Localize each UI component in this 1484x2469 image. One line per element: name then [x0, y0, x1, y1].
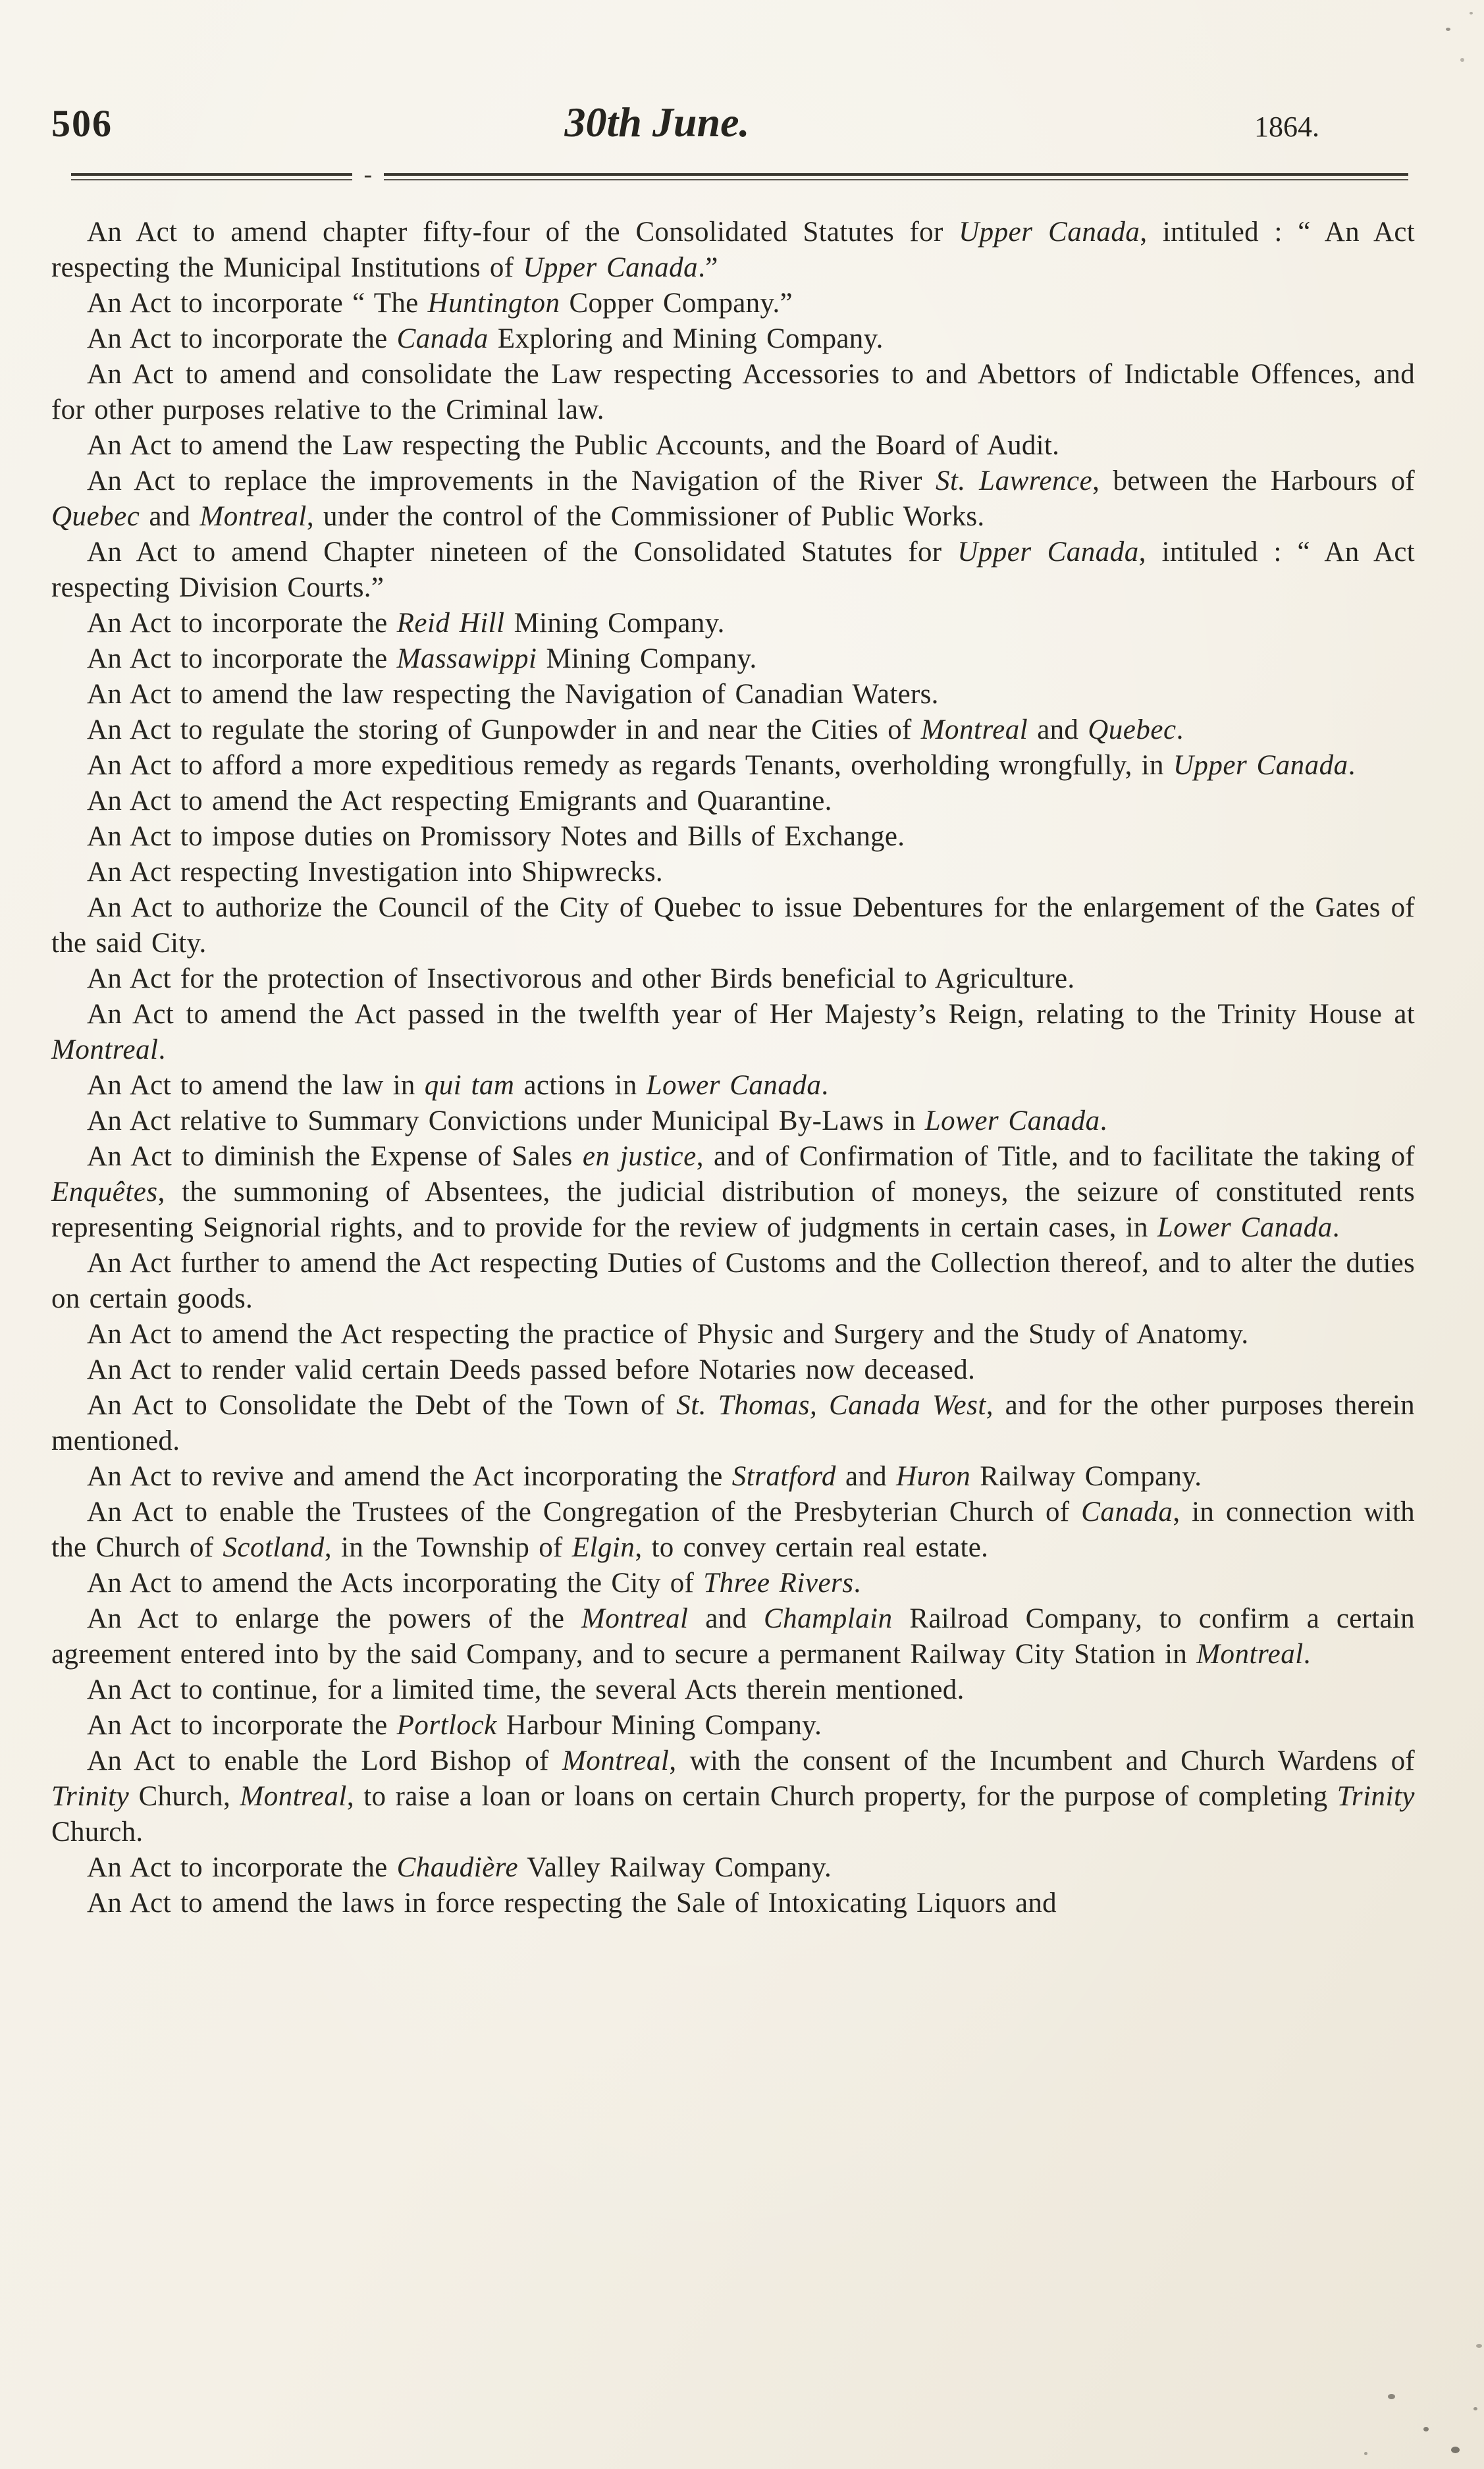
act-entry: An Act to amend the Act respecting Emigrants and Quarantine. [87, 785, 832, 816]
act-entry: An Act to diminish the Expense of Sales en justice, and of Confirmation of Title, and to facilitate the taking of Enquêtes, the summoning of Absentees, the judicial distribution of moneys, the seizure of constituted rents representing Seignorial rights, and to provide for the review of judgments in certain cases, in Lower Canada. [51, 1141, 1415, 1243]
act-entry: An Act to amend the law in qui tam actions in Lower Canada. [87, 1070, 829, 1101]
act-entry: An Act to amend the law respecting the Navigation of Canadian Waters. [87, 679, 939, 710]
rule-segment-right [384, 173, 1408, 180]
act-entry: An Act to amend the Acts incorporating the City of Three Rivers. [87, 1568, 861, 1599]
act-entry: An Act to Consolidate the Debt of the Town of St. Thomas, Canada West, and for the other purposes therein mentioned. [51, 1390, 1415, 1456]
act-entry: An Act to continue, for a limited time, the several Acts therein mentioned. [87, 1674, 965, 1705]
act-entry: An Act respecting Investigation into Shipwrecks. [87, 857, 663, 888]
act-entry: An Act to enable the Trustees of the Congregation of the Presbyterian Church of Canada, in connection with the Church of Scotland, in the Township of Elgin, to convey certain real estate. [51, 1497, 1415, 1563]
act-entry: An Act to amend Chapter nineteen of the Consolidated Statutes for Upper Canada, intituled : “ An Act respecting Division Courts.” [51, 537, 1415, 603]
running-header [51, 99, 1415, 151]
act-entry: An Act to enlarge the powers of the Montreal and Champlain Railroad Company, to confirm a certain agreement entered into by the said Company, and to secure a permanent Railway City Station in Montreal. [51, 1603, 1415, 1670]
rule-segment-left [71, 173, 352, 180]
double-rule [71, 160, 1408, 188]
act-entry: An Act to amend the Act passed in the twelfth year of Her Majesty’s Reign, relating to the Trinity House at Montreal. [51, 999, 1415, 1065]
scan-speck [1470, 12, 1473, 14]
act-entry: An Act to amend chapter fifty-four of the Consolidated Statutes for Upper Canada, intituled : “ An Act respecting the Municipal Institutions of Upper Canada.” [51, 217, 1415, 283]
act-entry: An Act to impose duties on Promissory Notes and Bills of Exchange. [87, 821, 905, 852]
scan-speck [1476, 2344, 1482, 2348]
act-entry: An Act to incorporate the Portlock Harbour Mining Company. [87, 1710, 822, 1741]
header-rule [71, 160, 1408, 188]
act-entry: An Act to authorize the Council of the City of Quebec to issue Debentures for the enlargement of the Gates of the said City. [51, 892, 1415, 959]
act-entry: An Act to amend the Law respecting the Public Accounts, and the Board of Audit. [87, 430, 1060, 461]
scan-speck [1460, 58, 1464, 62]
act-entry: An Act to replace the improvements in the Navigation of the River St. Lawrence, between the Harbours of Quebec and Montreal, under the control of the Commissioner of Public Works. [51, 465, 1416, 532]
scan-speck [1451, 2447, 1460, 2453]
act-entry: An Act relative to Summary Convictions under Municipal By-Laws in Lower Canada. [87, 1105, 1107, 1136]
act-entry: An Act to revive and amend the Act incorporating the Stratford and Huron Railway Company. [87, 1461, 1202, 1492]
act-entry: An Act to incorporate the Canada Exploring and Mining Company. [87, 323, 884, 354]
act-entry: An Act for the protection of Insectivorous and other Birds beneficial to Agriculture. [87, 963, 1075, 994]
scan-speck [1364, 2452, 1367, 2455]
act-entry: An Act to afford a more expeditious remedy as regards Tenants, overholding wrongfully, in Upper Canada. [87, 750, 1356, 781]
act-entry: An Act to amend and consolidate the Law respecting Accessories to and Abettors of Indictable Offences, and for other purposes relative to the Criminal law. [51, 359, 1415, 425]
acts-list [51, 215, 1415, 1921]
act-entry: An Act to incorporate the Chaudière Valley Railway Company. [87, 1852, 832, 1883]
act-entry: An Act to regulate the storing of Gunpowder in and near the Cities of Montreal and Quebec. [87, 714, 1184, 745]
act-entry: An Act further to amend the Act respecting Duties of Customs and the Collection thereof, and to alter the duties on certain goods. [51, 1248, 1415, 1314]
page-number: 506 [51, 102, 113, 145]
act-entry: An Act to amend the Act respecting the practice of Physic and Surgery and the Study of Anatomy. [87, 1319, 1249, 1350]
act-entry: An Act to amend the laws in force respecting the Sale of Intoxicating Liquors and [87, 1888, 1057, 1919]
act-entry: An Act to render valid certain Deeds passed before Notaries now deceased. [87, 1354, 976, 1385]
act-entry: An Act to incorporate the Massawippi Mining Company. [87, 643, 757, 674]
rule-dash: - [363, 160, 373, 188]
act-entry: An Act to incorporate “ The Huntington Copper Company.” [87, 288, 793, 319]
running-date: 30th June. [564, 99, 750, 146]
act-entry: An Act to enable the Lord Bishop of Montreal, with the consent of the Incumbent and Church Wardens of Trinity Church, Montreal, to raise a loan or loans on certain Church property, for the purpose of completing Trinity Church. [51, 1745, 1415, 1847]
scan-speck [1423, 2427, 1429, 2431]
scan-speck [1473, 2407, 1477, 2410]
scan-speck [1388, 2394, 1395, 2399]
act-entry: An Act to incorporate the Reid Hill Mining Company. [87, 608, 725, 639]
year-label: 1864. [1254, 111, 1319, 143]
scan-speck [1446, 28, 1450, 31]
